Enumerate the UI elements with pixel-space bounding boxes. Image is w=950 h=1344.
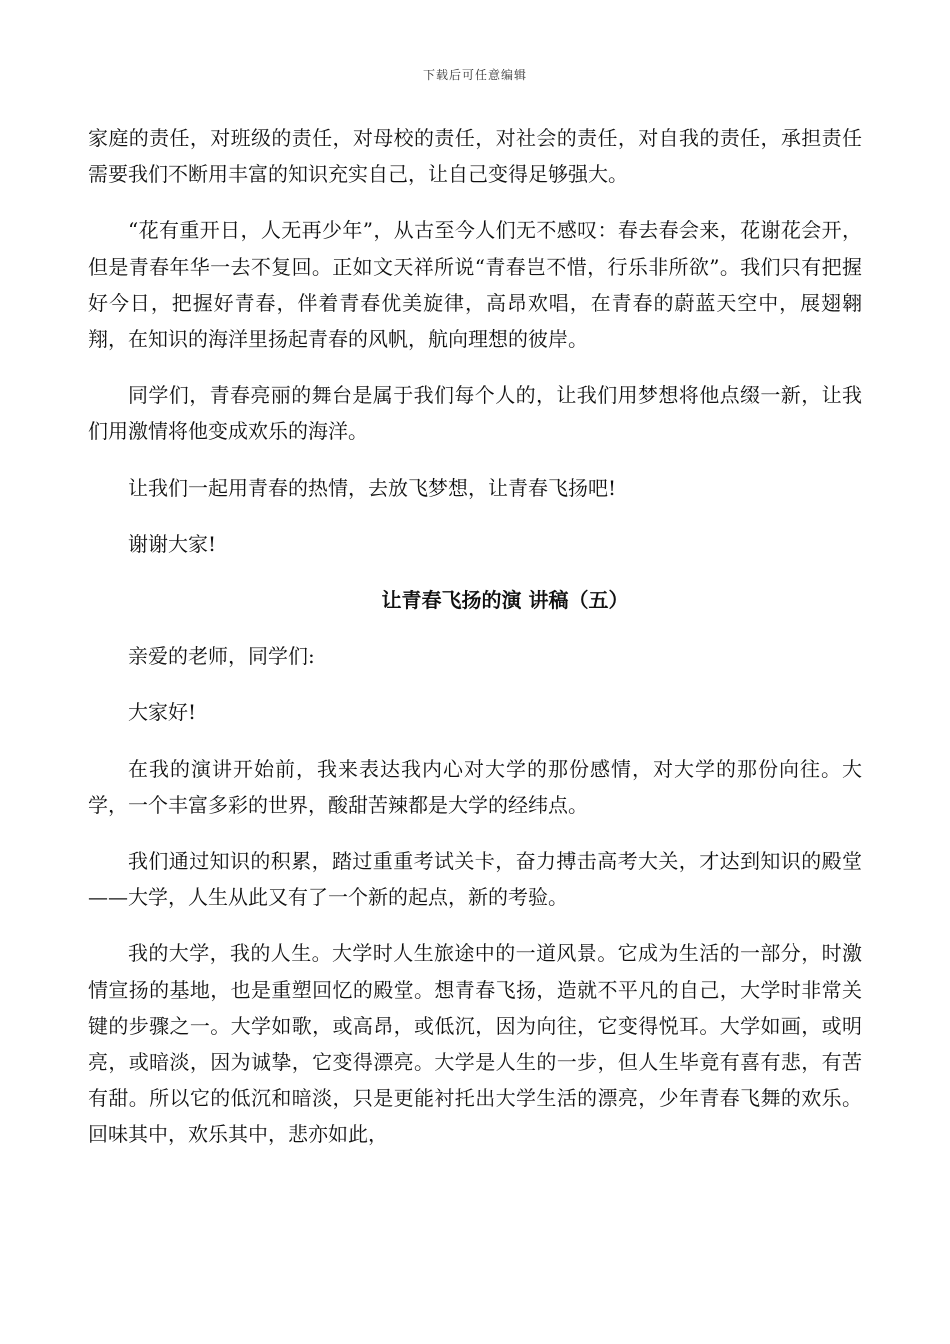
paragraph-continuation: 家庭的责任，对班级的责任，对母校的责任，对社会的责任，对自我的责任，承担责任需要我们不断用丰富的知识充实自己，让自己变得足够强大。	[88, 126, 862, 187]
paragraph-greeting: 亲爱的老师，同学们:	[128, 644, 315, 669]
paragraph-hello: 大家好!	[128, 700, 197, 725]
document-body	[88, 120, 862, 1173]
paragraph-thanks: 谢谢大家!	[128, 531, 217, 556]
paragraph-stage: 同学们，青春亮丽的舞台是属于我们每个人的，让我们用梦想将他点缀一新，让我们用激情将他变成欢乐的海洋。	[88, 383, 862, 444]
paragraph-my-university: 我的大学，我的人生。大学时人生旅途中的一道风景。它成为生活的一部分，时激情宣扬的基地，也是重塑回忆的殿堂。想青春飞扬，造就不平凡的自己，大学时非常关键的步骤之一。大学如歌，或高昂，或低沉，因为向往，它变得悦耳。大学如画，或明亮，或暗淡，因为诚挚，它变得漂亮。大学是人生的一步，但人生毕竟有喜有悲，有苦有甜。所以它的低沉和暗淡，只是更能衬托出大学生活的漂亮，少年青春飞舞的欢乐。回味其中，欢乐其中，悲亦如此，	[88, 941, 862, 1147]
paragraph-knowledge: 我们通过知识的积累，踏过重重考试关卡，奋力搏击高考大关，才达到知识的殿堂——大学，人生从此又有了一个新的起点，新的考验。	[88, 849, 862, 910]
paragraph-youth-quote: “花有重开日，人无再少年”，从古至今人们无不感叹：春去春会来，花谢花会开，但是青春年华一去不复回。正如文天祥所说“青春岂不惜，行乐非所欲”。我们只有把握好今日，把握好青春，伴着青春优美旋律，高昂欢唱，在青春的蔚蓝天空中，展翅翱翔，在知识的海洋里扬起青春的风帆，航向理想的彼岸。	[88, 218, 862, 352]
paragraph-call-to-action: 让我们一起用青春的热情，去放飞梦想，让青春飞扬吧!	[128, 475, 617, 500]
section-title: 让青春飞扬的演 讲稿（五）	[381, 588, 629, 613]
paragraph-intro: 在我的演讲开始前，我来表达我内心对大学的那份感情，对大学的那份向往。大学，一个丰富多彩的世界，酸甜苦辣都是大学的经纬点。	[88, 756, 862, 817]
page-header: 下载后可任意编辑	[422, 68, 527, 82]
